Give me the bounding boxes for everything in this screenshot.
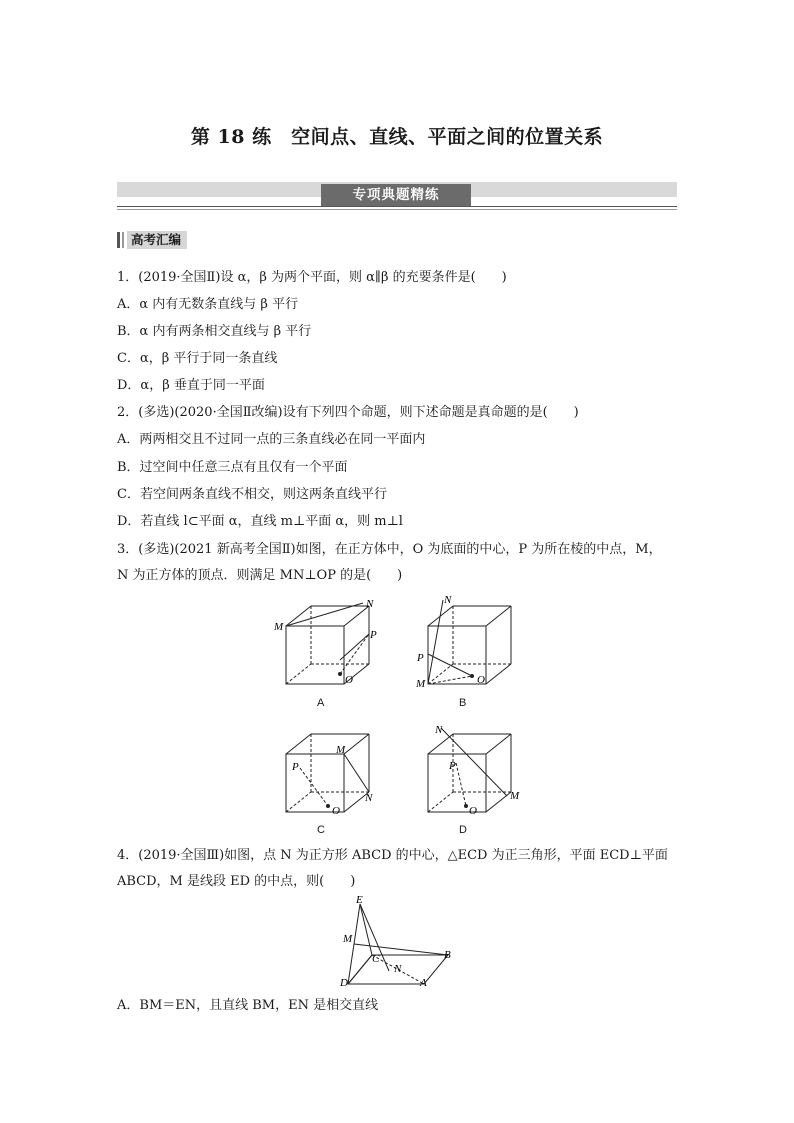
figure-caption-a: A bbox=[317, 697, 325, 709]
point-o-dot bbox=[326, 804, 330, 808]
q1-option-c: C．α，β 平行于同一条直线 bbox=[117, 351, 278, 366]
label-n: N bbox=[365, 792, 373, 804]
section-banner bbox=[117, 182, 677, 212]
label-n: N bbox=[444, 594, 452, 606]
label-m: M bbox=[336, 744, 346, 756]
section-bar-icon bbox=[117, 232, 120, 248]
q4-stem-line1: 4．(2019·全国Ⅲ)如图，点 N 为正方形 ABCD 的中心，△ECD 为正三角形，平面 ECD⊥平面 bbox=[117, 848, 668, 863]
label-n: N bbox=[394, 963, 402, 975]
q1-option-b: B．α 内有两条相交直线与 β 平行 bbox=[117, 324, 312, 339]
point-o-dot bbox=[464, 804, 468, 808]
label-o: O bbox=[332, 805, 340, 817]
label-m: M bbox=[510, 790, 520, 802]
label-o: O bbox=[477, 674, 485, 686]
label-p: P bbox=[417, 652, 424, 664]
label-e: E bbox=[356, 894, 363, 906]
figure-caption-d: D bbox=[459, 824, 467, 836]
q4-stem-line2: ABCD，M 是线段 ED 的中点，则( ) bbox=[117, 874, 356, 889]
banner-label: 专项典题精练 bbox=[321, 184, 471, 206]
q2-option-c: C．若空间两条直线不相交，则这两条直线平行 bbox=[117, 487, 387, 502]
label-p: P bbox=[449, 760, 456, 772]
cube-figure-b bbox=[412, 594, 532, 694]
figure-caption-b: B bbox=[459, 697, 467, 709]
banner-rule bbox=[117, 206, 677, 207]
label-a: A bbox=[420, 977, 427, 989]
q2-stem: 2．(多选)(2020·全国Ⅱ改编)设有下列四个命题，则下述命题是真命题的是( ) bbox=[117, 405, 579, 420]
label-n: N bbox=[366, 598, 374, 610]
q3-stem-line2: N 为正方体的顶点．则满足 MN⊥OP 的是( ) bbox=[117, 568, 403, 583]
label-m: M bbox=[416, 678, 426, 690]
label-p: P bbox=[370, 629, 377, 641]
cube-figure-c bbox=[270, 722, 390, 822]
cube-figure-d bbox=[412, 722, 532, 822]
q1-option-a: A．α 内有无数条直线与 β 平行 bbox=[117, 297, 299, 312]
label-m: M bbox=[343, 933, 353, 945]
label-b: B bbox=[444, 949, 451, 961]
section-bar-icon bbox=[122, 232, 124, 248]
q3-stem-line1: 3．(多选)(2021 新高考全国Ⅱ)如图，在正方体中，O 为底面的中心，P 为所在棱的中点，M， bbox=[117, 542, 662, 557]
q1-option-d: D．α，β 垂直于同一平面 bbox=[117, 378, 265, 393]
q4-option-a: A．BM＝EN，且直线 BM，EN 是相交直线 bbox=[117, 998, 379, 1013]
q1-stem: 1．(2019·全国Ⅱ)设 α，β 为两个平面，则 α∥β 的充要条件是( ) bbox=[117, 270, 507, 285]
q2-option-a: A．两两相交且不过同一点的三条直线必在同一平面内 bbox=[117, 432, 426, 447]
label-m: M bbox=[274, 621, 284, 633]
q2-option-b: B．过空间中任意三点有且仅有一个平面 bbox=[117, 460, 348, 475]
figure-caption-c: C bbox=[317, 824, 325, 836]
banner-rule-thin bbox=[117, 209, 677, 210]
cube-figure-a bbox=[270, 594, 390, 694]
label-o: O bbox=[469, 805, 477, 817]
label-d: D bbox=[340, 977, 348, 989]
label-n: N bbox=[435, 724, 443, 736]
section-label: 高考汇编 bbox=[127, 231, 187, 249]
pyramid-figure bbox=[336, 892, 466, 990]
label-p: P bbox=[292, 761, 299, 773]
label-c: C bbox=[372, 953, 380, 965]
point-o-dot bbox=[470, 674, 474, 678]
page-title: 第 18 练 空间点、直线、平面之间的位置关系 bbox=[190, 126, 604, 148]
q2-option-d: D．若直线 l⊂平面 α，直线 m⊥平面 α，则 m⊥l bbox=[117, 514, 403, 529]
label-o: O bbox=[345, 674, 353, 686]
section-heading bbox=[117, 231, 187, 249]
point-o-dot bbox=[338, 672, 342, 676]
